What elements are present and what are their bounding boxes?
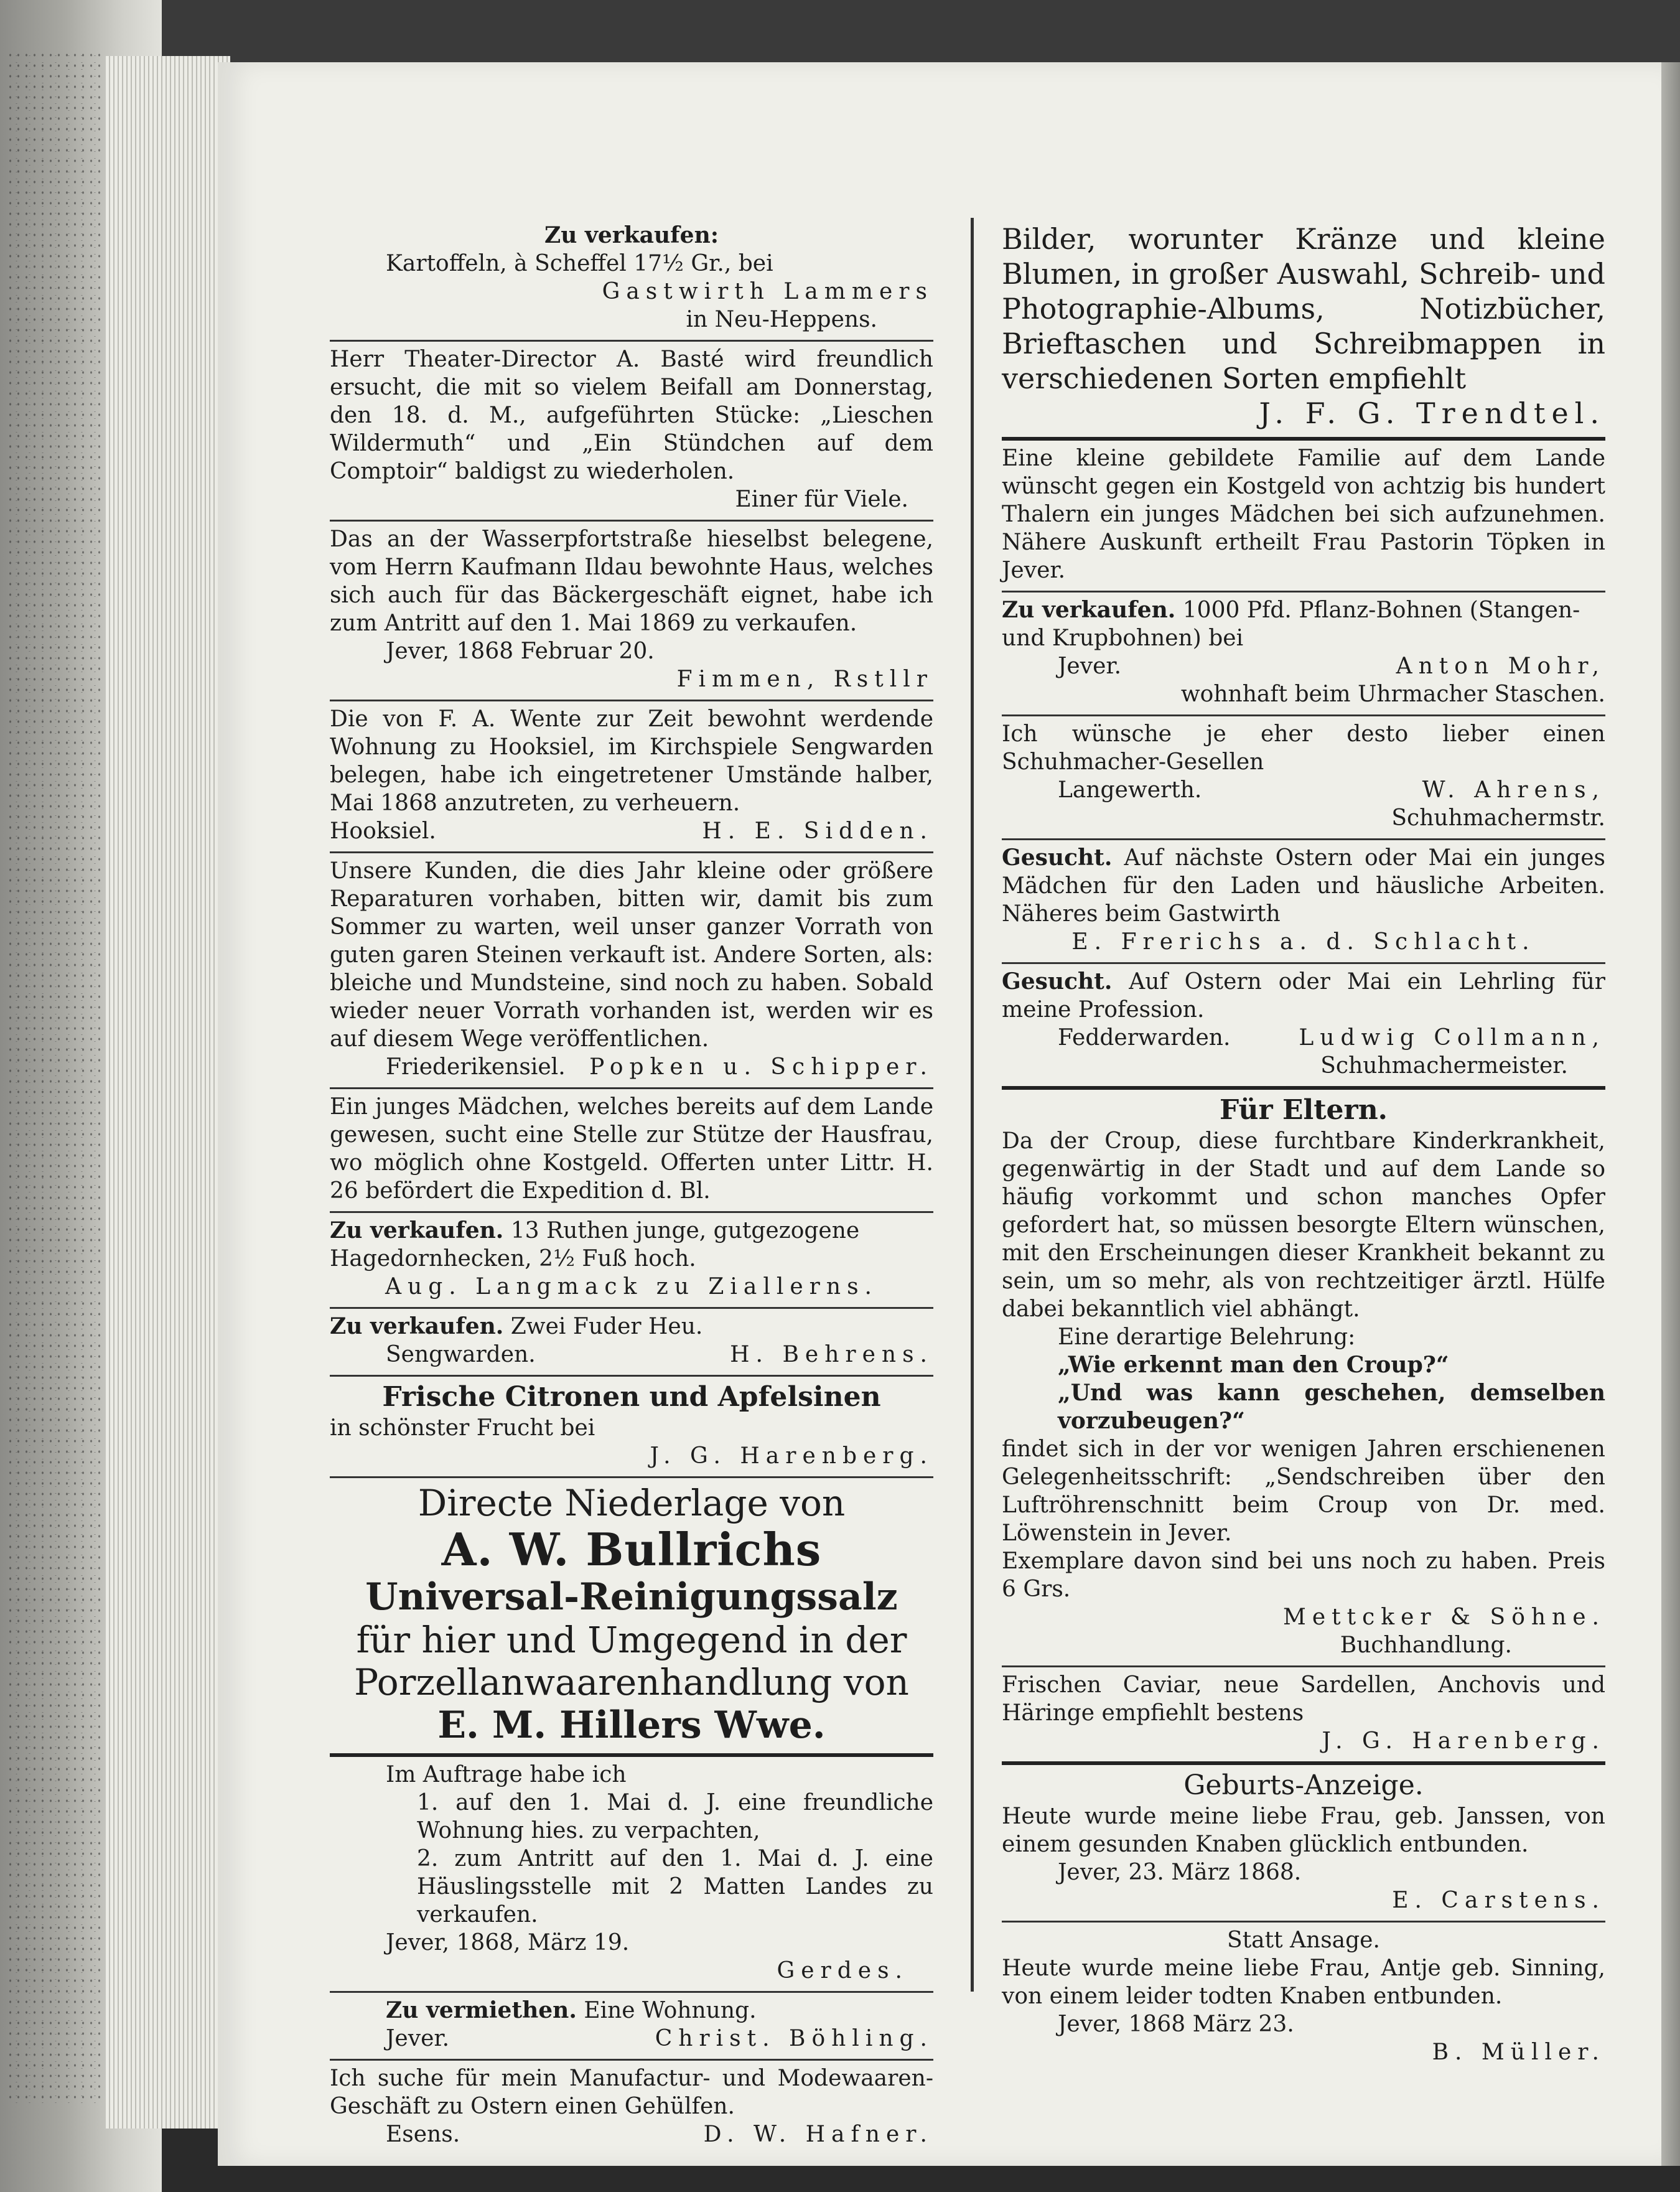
ad-text: findet sich in der vor wenigen Jahren erschienenen Gelegenheitsschrift: „Sendschreiben über den Luftröhrenschnitt beim Croup von Dr. med. Löwenstein in Jever. <box>1002 1436 1605 1546</box>
ad-title: Zu vermiethen. <box>386 1997 577 2023</box>
ad-text: für hier und Umgegend in der Porzellanwaarenhandlung von <box>354 1619 909 1703</box>
ad-place: Jever. <box>1058 653 1122 679</box>
ad-bullrich <box>330 1478 933 1757</box>
ad-signature: Fimmen, Rstllr <box>676 667 933 692</box>
ad-vermiethen <box>330 1993 933 2061</box>
marbled-edge <box>6 50 106 2104</box>
ad-date: Jever, 23. März 1868. <box>1058 1860 1302 1885</box>
ad-place: Friederikensiel. <box>386 1054 566 1080</box>
ad-statt-ansage <box>1002 1923 1605 2073</box>
ad-text: Heute wurde meine liebe Frau, Antje geb. Sinning, von einem leider todten Knaben entbunden. <box>1002 1955 1605 2009</box>
ad-signature: Gastwirth Lammers <box>602 279 933 304</box>
ad-signature: E. M. Hillers Wwe. <box>437 1703 826 1747</box>
scan-background <box>37 0 1680 68</box>
ad-bilder <box>1002 218 1605 441</box>
ad-title: Frische Citronen und Apfelsinen <box>382 1381 881 1413</box>
ad-text: Die von F. A. Wente zur Zeit bewohnt werdende Wohnung zu Hooksiel, im Kirchspiele Sengwarden belegen, habe ich eingetretener Umstände halber, Mai 1868 anzutreten, zu verheuern. <box>330 706 933 816</box>
ad-text: Herr Theater-Director A. Basté wird freundlich ersucht, die mit so vielem Beifall am Donnerstag, den 18. d. M., aufgeführten Stücke: „Lieschen Wildermuth“ und „Ein Stündchen auf dem Comptoir“ baldigst zu wiederholen. <box>330 347 933 484</box>
ad-gesucht-lehrling <box>1002 964 1605 1090</box>
ad-title: Für Eltern. <box>1219 1094 1388 1126</box>
ad-text: Eine kleine gebildete Familie auf dem Lande wünscht gegen ein Kostgeld von achtzig bis hundert Thalern ein junges Mädchen bei sich aufzunehmen. Nähere Auskunft ertheilt Frau Pastorin Töpken in Jever. <box>1002 446 1605 583</box>
ad-text: Ein junges Mädchen, welches bereits auf dem Lande gewesen, sucht eine Stelle zur Stütze der Hausfrau, wo möglich ohne Kostgeld. Offerten unter Littr. H. 26 befördert die Expedition d. Bl. <box>330 1094 933 1204</box>
ad-signature: B. Müller. <box>1432 2040 1605 2065</box>
ad-text: Eine derartige Belehrung: <box>1058 1324 1356 1350</box>
ad-text: Ich wünsche je eher desto lieber einen Schuhmacher-Gesellen <box>1002 721 1605 775</box>
ad-text: Kartoffeln, à Scheffel 17½ Gr., bei <box>386 251 773 276</box>
ad-text: Das an der Wasserpfortstraße hieselbst belegene, vom Herrn Kaufmann Ildau bewohnte Haus, welches sich auch für das Bäckergeschäft eignet, habe ich zum Antritt auf den 1. Mai 1869 zu verkaufen. <box>330 527 933 636</box>
column-rule <box>971 218 974 1992</box>
ad-signature: W. Ahrens, <box>1422 777 1605 803</box>
ad-title: Gesucht. <box>1002 845 1113 871</box>
ad-title: Gesucht. <box>1002 968 1113 995</box>
ad-caviar <box>1002 1667 1605 1765</box>
ad-gehuelfe <box>330 2061 933 2155</box>
ad-signature: Anton Mohr, <box>1396 653 1605 679</box>
ad-brand: A. W. Bullrichs <box>441 1523 822 1576</box>
ad-question: „Wie erkennt man den Croup?“ <box>1058 1352 1449 1378</box>
left-column <box>330 218 933 2155</box>
ad-text: Ich suche für mein Manufactur- und Modewaaren-Geschäft zu Ostern einen Gehülfen. <box>330 2066 933 2119</box>
ad-steine <box>330 853 933 1089</box>
ad-date: Jever, 1868 März 23. <box>1058 2012 1294 2037</box>
ad-haus <box>330 522 933 701</box>
ad-signature: Einer für Viele. <box>735 487 908 512</box>
ad-signature: E. Frerichs a. d. Schlacht. <box>1071 929 1536 955</box>
ad-product: Universal-Reinigungssalz <box>365 1575 898 1619</box>
ad-signature: Mettcker & Söhne. <box>1283 1604 1605 1630</box>
ad-wohnung-hooksiel <box>330 701 933 853</box>
ad-question: „Und was kann geschehen, demselben vorzubeugen?“ <box>1058 1380 1605 1434</box>
ad-title: Zu verkaufen. <box>330 1217 504 1244</box>
ad-place: Hooksiel. <box>330 818 436 844</box>
ad-place: Jever. <box>386 2026 450 2051</box>
ad-text: 13 Ruthen junge, gutgezogene Hagedornhecken, 2½ Fuß hoch. <box>330 1218 860 1272</box>
ad-text: Exemplare davon sind bei uns noch zu haben. Preis 6 Grs. <box>1002 1548 1605 1602</box>
ad-gesucht-laden <box>1002 840 1605 964</box>
ad-place: Esens. <box>386 2122 460 2147</box>
ad-signature-detail: wohnhaft beim Uhrmacher Staschen. <box>1180 681 1605 707</box>
ad-text: Heute wurde meine liebe Frau, geb. Janssen, von einem gesunden Knaben glücklich entbunden. <box>1002 1804 1605 1857</box>
ad-heu <box>330 1309 933 1377</box>
ad-signature: J. F. G. Trendtel. <box>1259 396 1605 430</box>
ad-croup <box>1002 1090 1605 1667</box>
ad-signature-detail: Schuhmachermstr. <box>1391 805 1605 831</box>
ad-signature: J. G. Harenberg. <box>650 1443 933 1469</box>
ad-text: in schönster Frucht bei <box>330 1415 595 1441</box>
ad-citronen <box>330 1377 933 1478</box>
ad-text: Da der Croup, diese furchtbare Kinderkrankheit, gegenwärtig in der Stadt und auf dem Lande so häufig vorkommt und schon manches Opfer gefordert hat, so müssen besorgte Eltern wünschen, mit den Erscheinungen dieser Krankheit bekannt zu sein, um so mehr, als von rechtzeitiger ärztl. Hülfe dabei bekanntlich viel abhängt. <box>1002 1128 1605 1322</box>
ad-text: Auf nächste Ostern oder Mai ein junges Mädchen für den Laden und häusliche Arbeiten. Näheres beim Gastwirth <box>1002 845 1605 927</box>
ad-theater <box>330 342 933 522</box>
ad-signature: D. W. Hafner. <box>703 2122 933 2147</box>
ad-place: Sengwarden. <box>386 1342 536 1367</box>
ad-date: Jever, 1868, März 19. <box>386 1930 630 1955</box>
ad-title: Statt Ansage. <box>1227 1927 1380 1953</box>
ad-signature: Popken u. Schipper. <box>589 1054 933 1080</box>
ad-hagedorn <box>330 1213 933 1309</box>
ad-kostgeld <box>1002 441 1605 592</box>
ad-text: Zwei Fuder Heu. <box>510 1314 703 1339</box>
ad-signature: J. G. Harenberg. <box>1322 1728 1605 1754</box>
ad-intro: Im Auftrage habe ich <box>386 1762 627 1787</box>
ad-item-1: 1. auf den 1. Mai d. J. eine freundliche Wohnung hies. zu verpachten, <box>417 1790 933 1843</box>
ad-text: Frischen Caviar, neue Sardellen, Anchovis und Häringe empfiehlt bestens <box>1002 1672 1605 1726</box>
ad-kartoffeln <box>330 218 933 342</box>
ad-signature-detail: Schuhmachermeister. <box>1320 1053 1568 1079</box>
ad-place: Fedderwarden. <box>1058 1025 1231 1051</box>
ad-title: Zu verkaufen. <box>330 1313 504 1339</box>
ad-place: Langewerth. <box>1058 777 1202 803</box>
ad-signature: E. Carstens. <box>1392 1888 1605 1913</box>
ad-schuhmacher-gesell <box>1002 716 1605 840</box>
ad-item-2: 2. zum Antritt auf den 1. Mai d. J. eine Häuslingsstelle mit 2 Matten Landes zu verkaufen. <box>417 1846 933 1927</box>
ad-text: Auf Ostern oder Mai ein Lehrling für meine Profession. <box>1002 969 1605 1023</box>
right-column <box>1002 218 1605 2073</box>
ad-place: in Neu-Heppens. <box>686 307 877 332</box>
ad-text: Eine Wohnung. <box>584 1998 757 2023</box>
ad-signature: H. E. Sidden. <box>702 818 933 844</box>
ad-headline: Directe Niederlage von <box>418 1482 846 1524</box>
ad-text: Unsere Kunden, die dies Jahr kleine oder größere Reparaturen vorhaben, bitten wir, damit bis zum Sommer zu warten, weil unser ganzer Vorrath von guten garen Steinen verkauft ist. Andere Sorten, als: bleiche und Mundsteine, sind noch zu haben. Sobald wieder neuer Vorrath vorhanden ist, werden wir es auf diesem Wege veröffentlichen. <box>330 858 933 1052</box>
ad-title: Zu verkaufen. <box>1002 597 1176 623</box>
page-stack <box>106 56 230 2129</box>
ad-date: Jever, 1868 Februar 20. <box>386 639 655 664</box>
ad-geburts-anzeige <box>1002 1765 1605 1923</box>
ad-signature: Ludwig Collmann, <box>1299 1025 1605 1051</box>
ad-signature: H. Behrens. <box>730 1342 933 1367</box>
ad-title: Zu verkaufen: <box>544 222 719 248</box>
ad-text: 1000 Pfd. Pflanz-Bohnen (Stangen- und Krupbohnen) bei <box>1002 597 1580 651</box>
ad-signature: Aug. Langmack zu Ziallerns. <box>385 1274 878 1300</box>
newspaper-page <box>218 62 1661 2166</box>
ad-text: Bilder, worunter Kränze und kleine Blumen, in großer Auswahl, Schreib- und Photographie-Albums, Notizbücher, Brieftaschen und Schreibmappen in verschiedenen Sorten empfiehlt <box>1002 222 1605 395</box>
ad-signature: Christ. Böhling. <box>655 2026 933 2051</box>
ad-maedchen <box>330 1089 933 1213</box>
ad-signature-detail: Buchhandlung. <box>1340 1632 1512 1658</box>
ad-auftrag <box>330 1757 933 1993</box>
ad-bohnen <box>1002 592 1605 716</box>
ad-title: Geburts-Anzeige. <box>1183 1769 1424 1801</box>
ad-signature: Gerdes. <box>777 1958 908 1984</box>
